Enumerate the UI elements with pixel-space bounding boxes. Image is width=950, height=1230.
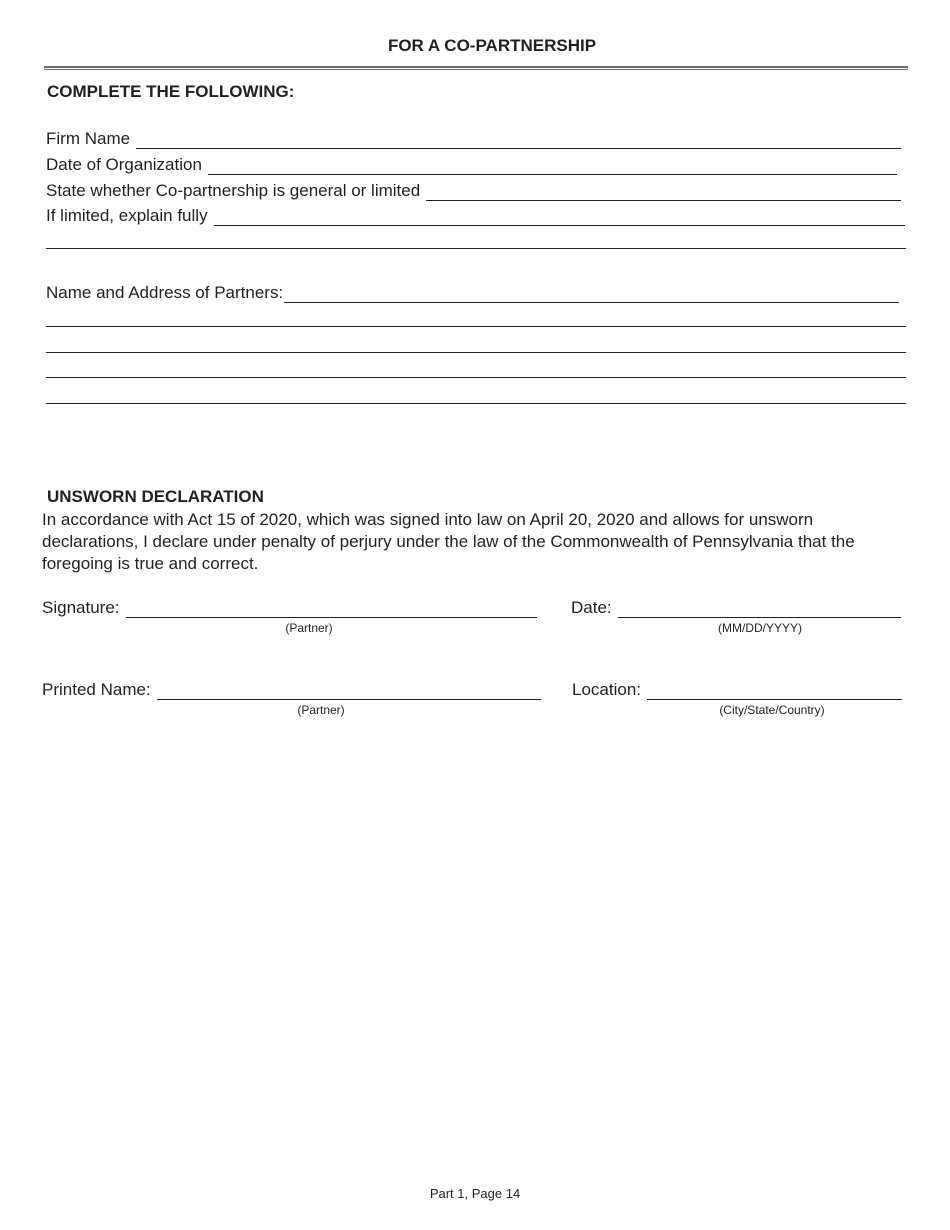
date-of-organization-label: Date of Organization	[46, 155, 202, 174]
partners-line-3[interactable]	[46, 377, 906, 378]
signature-label: Signature:	[42, 598, 120, 617]
date-field	[571, 598, 901, 618]
page-title: FOR A CO-PARTNERSHIP	[387, 36, 597, 55]
declaration-heading: UNSWORN DECLARATION	[47, 487, 264, 506]
printed-name-input-line[interactable]	[157, 684, 541, 700]
firm-name-label: Firm Name	[46, 129, 131, 148]
printed-name-sublabel: (Partner)	[297, 703, 345, 717]
if-limited-extra-line[interactable]	[46, 248, 906, 249]
firm-name-field	[46, 129, 901, 149]
general-or-limited-label: State whether Co-partnership is general or limited	[46, 181, 421, 200]
if-limited-field	[46, 206, 905, 226]
date-sublabel: (MM/DD/YYYY)	[718, 621, 802, 635]
date-label: Date:	[571, 598, 612, 617]
title-divider	[44, 66, 908, 70]
location-sublabel: (City/State/Country)	[719, 703, 825, 717]
partners-line-1[interactable]	[46, 326, 906, 327]
signature-field	[42, 598, 537, 618]
page-number: Part 1, Page 14	[429, 1186, 521, 1201]
signature-input-line[interactable]	[126, 602, 538, 618]
general-or-limited-field	[46, 181, 901, 201]
partners-field	[46, 283, 899, 303]
complete-heading: COMPLETE THE FOLLOWING:	[47, 82, 295, 101]
printed-name-field	[42, 680, 541, 700]
printed-name-label: Printed Name:	[42, 680, 151, 699]
if-limited-input-line[interactable]	[214, 210, 905, 226]
partners-line-4[interactable]	[46, 403, 906, 404]
location-label: Location:	[572, 680, 641, 699]
partners-input-line[interactable]	[284, 287, 899, 303]
declaration-text: In accordance with Act 15 of 2020, which was signed into law on April 20, 2020 and allows for unsworn declarations, I declare under penalty of perjury under the law of the Commonwealth of Pennsylvania that the foregoing is true and correct.	[42, 510, 855, 573]
date-input-line[interactable]	[618, 602, 901, 618]
signature-sublabel: (Partner)	[285, 621, 333, 635]
partners-label: Name and Address of Partners:	[46, 283, 284, 302]
general-or-limited-input-line[interactable]	[426, 185, 901, 201]
if-limited-label: If limited, explain fully	[46, 206, 208, 225]
partners-line-2[interactable]	[46, 352, 906, 353]
firm-name-input-line[interactable]	[136, 133, 901, 149]
date-of-organization-input-line[interactable]	[208, 159, 897, 175]
location-input-line[interactable]	[647, 684, 902, 700]
date-of-organization-field	[46, 155, 897, 175]
location-field	[572, 680, 902, 700]
